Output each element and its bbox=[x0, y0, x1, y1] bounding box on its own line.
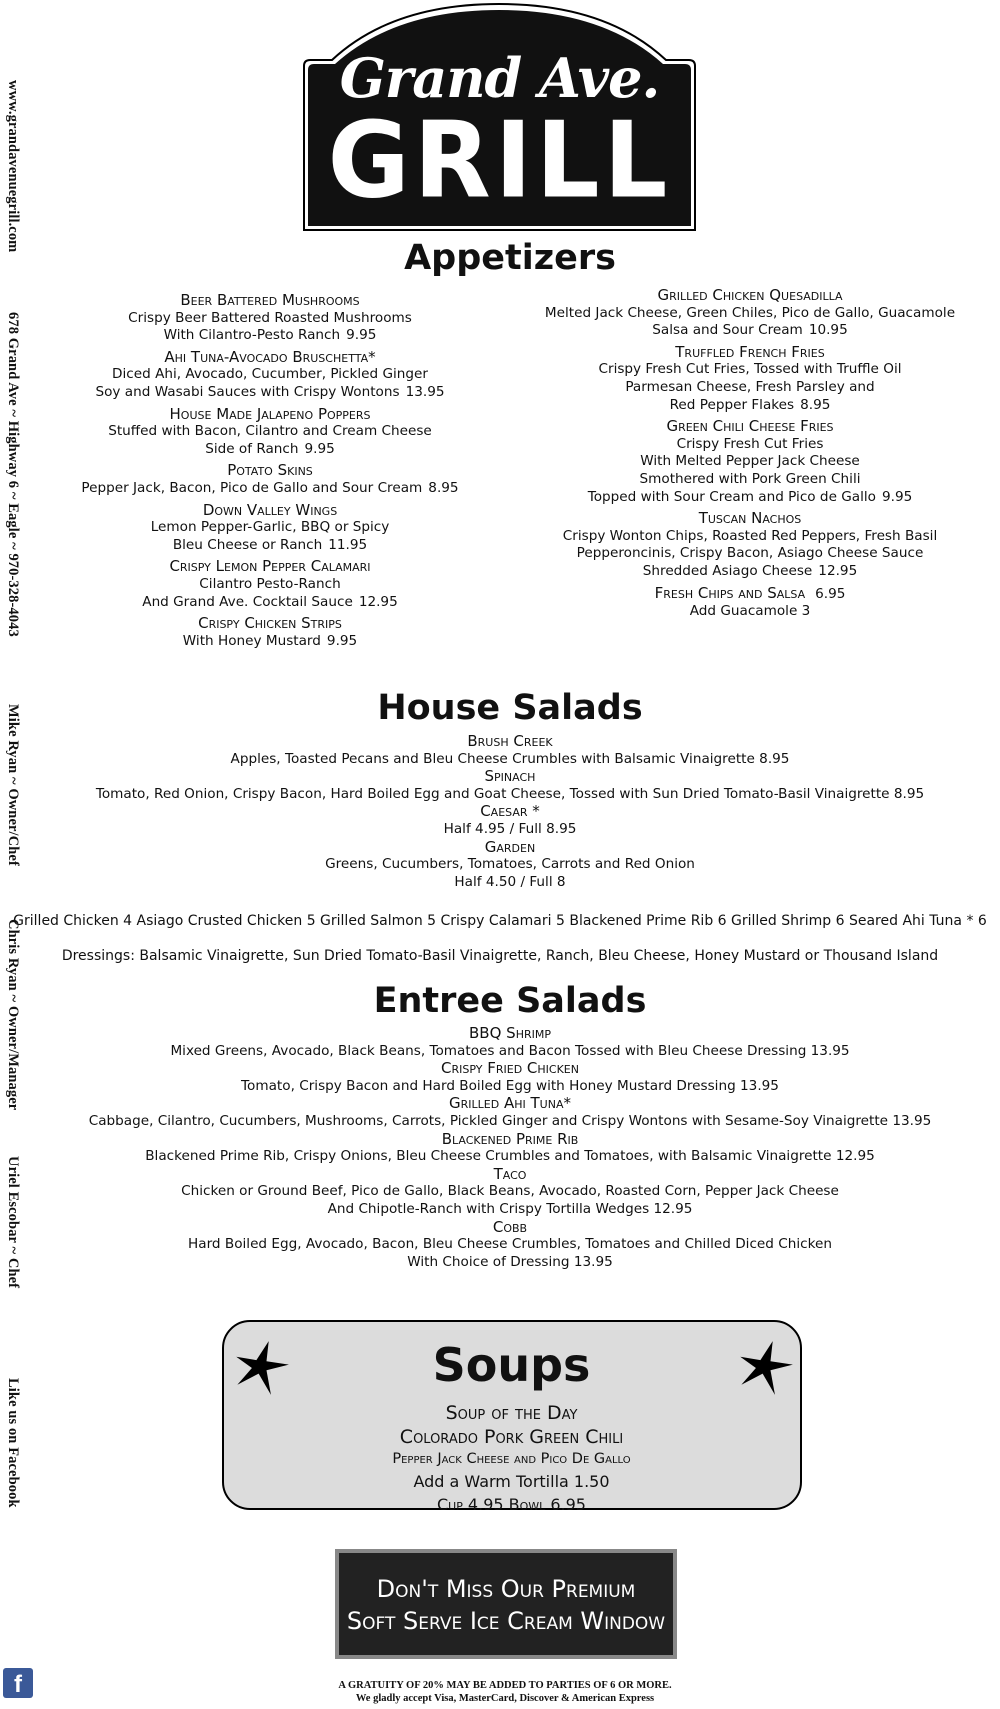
sidebar-text bbox=[4, 80, 21, 1507]
chef-name: Uriel Escobar ~ Chef bbox=[5, 1156, 21, 1289]
soup-garnish: Pepper Jack Cheese and Pico De Gallo bbox=[392, 1451, 631, 1467]
item-name: Blackened Prime Rib bbox=[441, 1129, 579, 1148]
item-name: Beer Battered Mushrooms bbox=[180, 291, 360, 309]
logo-script-text: Grand Ave. bbox=[339, 46, 660, 110]
menu-item bbox=[70, 558, 470, 611]
item-price: Half 4.50 / Full 8 bbox=[454, 873, 566, 890]
item-desc: Melted Jack Cheese, Green Chiles, Pico de Gallo, Guacamole bbox=[544, 304, 956, 321]
menu-item bbox=[70, 615, 470, 650]
item-desc: Tomato, Red Onion, Crispy Bacon, Hard Boiled Egg and Goat Cheese, Tossed with Sun Dried Tomato-Basil Vinaigrette 8.95 bbox=[95, 785, 925, 802]
soups-box bbox=[222, 1320, 802, 1514]
item-name: Taco bbox=[493, 1164, 527, 1183]
soup-tortilla-addon: Add a Warm Tortilla 1.50 bbox=[413, 1472, 610, 1491]
item-desc: With Choice of Dressing 13.95 bbox=[407, 1253, 613, 1270]
website-link[interactable]: www.grandavenuegrill.com bbox=[5, 80, 21, 253]
logo bbox=[302, 2, 697, 232]
item-desc: Hard Boiled Egg, Avocado, Bacon, Bleu Cheese Crumbles, Tomatoes and Chilled Diced Chicken bbox=[188, 1236, 832, 1253]
item-desc: Lemon Pepper-Garlic, BBQ or Spicy bbox=[150, 519, 390, 536]
item-desc: Chicken or Ground Beef, Pico de Gallo, Black Beans, Avocado, Roasted Corn, Pepper Jack Cheese bbox=[181, 1183, 839, 1200]
item-name: Potato Skins bbox=[227, 461, 313, 480]
item-price: 12.95 bbox=[358, 593, 398, 610]
item-desc: Crispy Fresh Cut Fries, Tossed with Truffle Oil bbox=[598, 361, 902, 378]
item-desc: Red Pepper Flakes bbox=[669, 396, 795, 413]
logo-grill-text: GRILL bbox=[327, 99, 672, 222]
item-desc: And Grand Ave. Cocktail Sauce bbox=[142, 593, 353, 610]
salad-dressings: Dressings: Balsamic Vinaigrette, Sun Dried Tomato-Basil Vinaigrette, Ranch, Bleu Cheese, Honey Mustard or Thousand Island bbox=[61, 948, 939, 964]
promo-line-2: Soft Serve Ice Cream Window bbox=[346, 1607, 666, 1635]
item-desc: Add Guacamole 3 bbox=[689, 603, 811, 620]
item-desc: Salsa and Sour Cream bbox=[652, 322, 803, 339]
item-desc: Diced Ahi, Avocado, Cucumber, Pickled Ginger bbox=[112, 366, 428, 383]
item-name: Grilled Ahi Tuna* bbox=[449, 1094, 571, 1113]
appetizers-title: Appetizers bbox=[404, 238, 616, 278]
owner-manager: Chris Ryan ~ Owner/Manager bbox=[5, 919, 21, 1111]
accepted-cards: We gladly accept Visa, MasterCard, Discover & American Express bbox=[355, 1693, 655, 1704]
soup-green-chili: Colorado Pork Green Chili bbox=[399, 1426, 624, 1448]
item-desc: Shredded Asiago Cheese bbox=[642, 562, 813, 579]
menu-item bbox=[70, 462, 470, 497]
ice-cream-promo bbox=[335, 1549, 677, 1659]
item-name: Ahi Tuna-Avocado Bruschetta* bbox=[164, 347, 376, 366]
item-name: Spinach bbox=[484, 767, 536, 786]
item-name: Truffled French Fries bbox=[675, 342, 825, 361]
menu-item bbox=[530, 418, 970, 506]
item-desc: Cabbage, Cilantro, Cucumbers, Mushrooms, Carrots, Pickled Ginger and Crispy Wontons with Sesame-Soy Vinaigrette 13.95 bbox=[88, 1112, 932, 1129]
item-price: 9.95 bbox=[882, 488, 913, 505]
soups-title: Soups bbox=[432, 1338, 591, 1392]
promo-line-1: Don't Miss Our Premium bbox=[376, 1575, 636, 1603]
item-name: Grilled Chicken Quesadilla bbox=[657, 286, 843, 304]
item-desc: Apples, Toasted Pecans and Bleu Cheese Crumbles with Balsamic Vinaigrette 8.95 bbox=[230, 750, 790, 767]
item-desc: With Honey Mustard bbox=[182, 632, 321, 649]
house-salads-title: House Salads bbox=[377, 688, 643, 728]
item-desc: Stuffed with Bacon, Cilantro and Cream Cheese bbox=[108, 423, 432, 440]
menu-item bbox=[530, 344, 970, 414]
entree-salads-title: Entree Salads bbox=[373, 981, 647, 1021]
item-price: 11.95 bbox=[328, 536, 368, 553]
item-desc: Half 4.95 / Full 8.95 bbox=[443, 820, 577, 837]
item-price: 9.95 bbox=[304, 440, 335, 457]
facebook-text[interactable]: Like us on Facebook bbox=[5, 1377, 21, 1508]
item-price: 13.95 bbox=[405, 383, 445, 400]
facebook-icon[interactable]: f bbox=[3, 1668, 33, 1698]
item-name: Brush Creek bbox=[467, 732, 553, 750]
soup-prices: Cup 4.95 Bowl 6.95 bbox=[436, 1495, 586, 1514]
item-desc: Tomato, Crispy Bacon and Hard Boiled Egg with Honey Mustard Dressing 13.95 bbox=[241, 1077, 779, 1094]
menu-item bbox=[530, 287, 970, 340]
item-price: 8.95 bbox=[800, 396, 831, 413]
item-desc: With Cilantro-Pesto Ranch bbox=[163, 327, 341, 344]
item-name: BBQ Shrimp bbox=[469, 1024, 551, 1042]
entree-salads-list bbox=[40, 1025, 980, 1271]
item-desc: Topped with Sour Cream and Pico de Gallo bbox=[587, 488, 876, 505]
item-price: 10.95 bbox=[808, 322, 848, 339]
appetizers-left-column bbox=[70, 292, 470, 650]
item-price: 9.95 bbox=[346, 327, 377, 344]
menu-item bbox=[70, 502, 470, 555]
item-desc: Pepperoncinis, Crispy Bacon, Asiago Cheese Sauce bbox=[576, 545, 924, 562]
item-desc: Blackened Prime Rib, Crispy Onions, Bleu Cheese Crumbles and Tomatoes, with Balsamic Vinaigrette 12.95 bbox=[145, 1148, 875, 1165]
item-price: 8.95 bbox=[428, 479, 459, 496]
menu-item bbox=[530, 510, 970, 580]
gratuity-notice: A GRATUITY OF 20% MAY BE ADDED TO PARTIES OF 6 OR MORE. bbox=[338, 1680, 672, 1691]
soup-of-the-day: Soup of the Day bbox=[445, 1402, 578, 1424]
menu-item bbox=[70, 349, 470, 402]
salad-addons: Grilled Chicken 4 Asiago Crusted Chicken 5 Grilled Salmon 5 Crispy Calamari 5 Blackened Prime Rib 6 Grilled Shrimp 6 Seared Ahi Tuna * 6 bbox=[13, 913, 987, 929]
item-name: House Made Jalapeno Poppers bbox=[169, 404, 371, 423]
owner-chef: Mike Ryan ~ Owner/Chef bbox=[5, 704, 21, 866]
item-desc: Soy and Wasabi Sauces with Crispy Wontons bbox=[95, 383, 400, 400]
item-desc: Bleu Cheese or Ranch bbox=[172, 536, 323, 553]
item-desc: Greens, Cucumbers, Tomatoes, Carrots and Red Onion bbox=[325, 856, 695, 873]
item-name: Crispy Lemon Pepper Calamari bbox=[169, 557, 371, 576]
item-price: 12.95 bbox=[818, 562, 858, 579]
item-name: Fresh Chips and Salsa bbox=[654, 583, 806, 602]
item-desc: Parmesan Cheese, Fresh Parsley and bbox=[625, 378, 875, 395]
item-name: Green Chili Cheese Fries bbox=[666, 417, 834, 436]
item-desc: Mixed Greens, Avocado, Black Beans, Tomatoes and Bacon Tossed with Bleu Cheese Dressing 13.95 bbox=[170, 1042, 850, 1059]
item-name: Caesar * bbox=[480, 802, 540, 821]
item-desc: Side of Ranch bbox=[205, 440, 299, 457]
item-price: 6.95 bbox=[815, 585, 846, 602]
item-desc: With Melted Pepper Jack Cheese bbox=[640, 453, 860, 470]
item-name: Crispy Fried Chicken bbox=[441, 1059, 579, 1078]
item-desc: Crispy Beer Battered Roasted Mushrooms bbox=[128, 309, 412, 326]
sidebar bbox=[0, 0, 28, 1709]
house-salads-list bbox=[40, 733, 980, 891]
menu-item bbox=[530, 585, 970, 621]
menu-item bbox=[70, 406, 470, 459]
item-desc: Pepper Jack, Bacon, Pico de Gallo and Sour Cream bbox=[81, 479, 423, 496]
menu-item bbox=[70, 292, 470, 345]
item-name: Tuscan Nachos bbox=[698, 509, 802, 528]
address-phone: 678 Grand Ave ~ Highway 6 ~ Eagle ~ 970-328-4043 bbox=[5, 311, 21, 637]
item-name: Garden bbox=[484, 837, 536, 856]
item-desc: Cilantro Pesto-Ranch bbox=[199, 575, 341, 592]
item-name: Cobb bbox=[492, 1217, 528, 1236]
item-desc: Smothered with Pork Green Chili bbox=[639, 470, 861, 487]
item-price: 9.95 bbox=[326, 632, 358, 649]
item-desc: Crispy Fresh Cut Fries bbox=[676, 435, 824, 452]
appetizers-right-column bbox=[530, 287, 970, 621]
item-name: Crispy Chicken Strips bbox=[198, 614, 342, 633]
item-desc: And Chipotle-Ranch with Crispy Tortilla Wedges 12.95 bbox=[327, 1200, 693, 1217]
item-desc: Crispy Wonton Chips, Roasted Red Peppers, Fresh Basil bbox=[562, 527, 938, 544]
item-name: Down Valley Wings bbox=[202, 500, 338, 519]
